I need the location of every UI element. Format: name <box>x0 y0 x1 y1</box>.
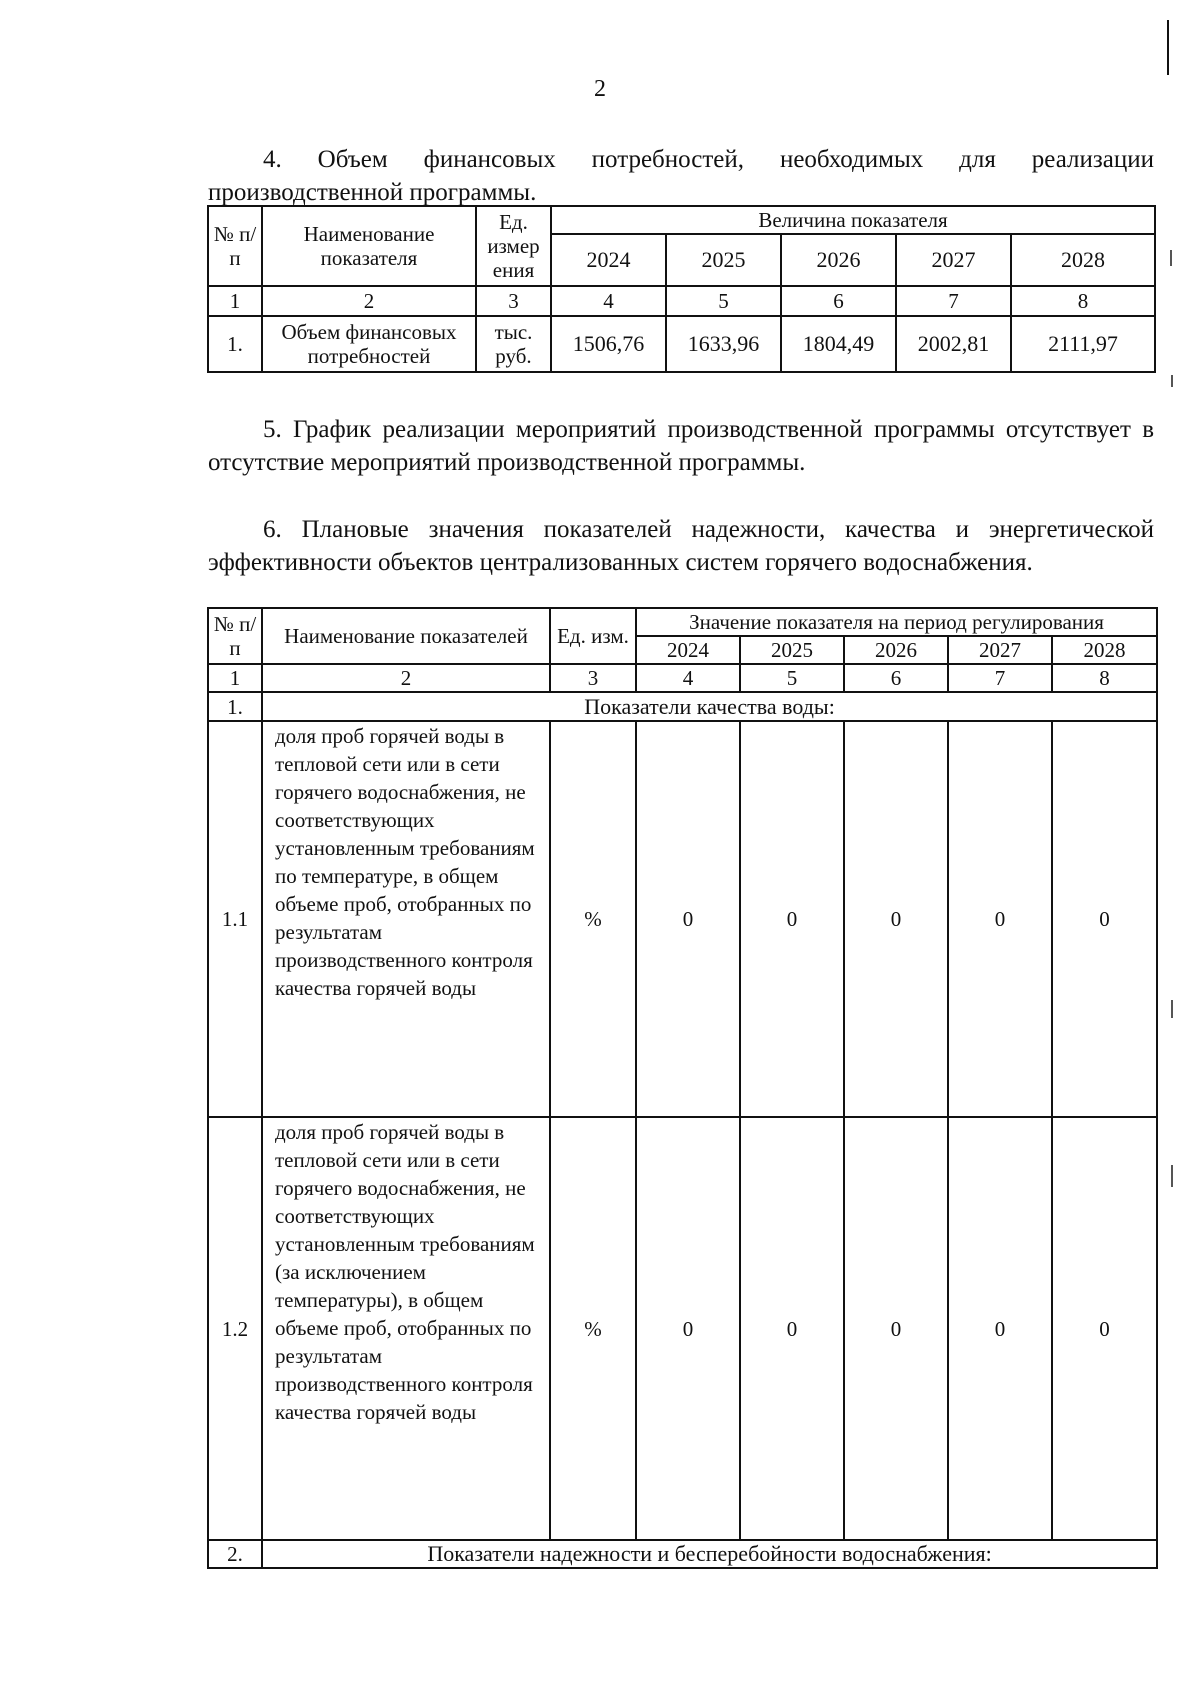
row-name: доля проб горячей воды в тепловой сети или в сети горячего водоснабжения, не соответствующих установленным требованиям по температуре, в общем объеме проб, отобранных по результатам производственного контроля качества горячей воды <box>262 721 550 1117</box>
row-value: 1506,76 <box>551 316 666 372</box>
header-num: № п/п <box>208 608 262 664</box>
header-year: 2025 <box>666 234 781 286</box>
section-row <box>208 692 1157 721</box>
section-4-paragraph: 4. Объем финансовых потребностей, необходимых для реализации производственной программы. <box>208 146 1154 206</box>
row-num: 1. <box>208 316 262 372</box>
row-value: 1804,49 <box>781 316 896 372</box>
header-value-group: Величина показателя <box>551 206 1155 234</box>
header-year: 2024 <box>636 636 740 664</box>
col-number: 1 <box>208 664 262 692</box>
row-value: 0 <box>844 1117 948 1540</box>
header-name: Наименование показателей <box>262 608 550 664</box>
scan-speck <box>1171 1000 1173 1018</box>
header-year: 2028 <box>1052 636 1157 664</box>
col-number: 4 <box>636 664 740 692</box>
page-number: 2 <box>594 76 606 102</box>
row-value: 0 <box>740 1117 844 1540</box>
scan-speck <box>1171 1165 1173 1187</box>
scan-edge-mark <box>1167 20 1169 75</box>
row-value: 1633,96 <box>666 316 781 372</box>
scan-speck <box>1170 250 1172 266</box>
section-row <box>208 1540 1157 1568</box>
row-value: 0 <box>636 721 740 1117</box>
header-value-group: Значение показателя на период регулирования <box>636 608 1157 636</box>
section-5-paragraph: 5. График реализации мероприятий производственной программы отсутствует в отсутствие мероприятий производственной программы. <box>208 416 1154 476</box>
col-number: 2 <box>262 664 550 692</box>
header-year: 2026 <box>844 636 948 664</box>
col-number: 7 <box>948 664 1052 692</box>
table-row <box>208 316 1155 372</box>
row-value: 0 <box>948 1117 1052 1540</box>
row-unit: % <box>550 721 636 1117</box>
col-number: 6 <box>781 286 896 316</box>
col-number: 3 <box>550 664 636 692</box>
header-year: 2027 <box>896 234 1011 286</box>
header-year: 2027 <box>948 636 1052 664</box>
row-name: Объем финансовых потребностей <box>262 316 476 372</box>
section-num: 2. <box>208 1540 262 1568</box>
col-number: 3 <box>476 286 551 316</box>
col-number: 4 <box>551 286 666 316</box>
col-number: 1 <box>208 286 262 316</box>
row-value: 0 <box>1052 721 1157 1117</box>
row-value: 0 <box>740 721 844 1117</box>
col-number: 2 <box>262 286 476 316</box>
header-num: № п/п <box>208 206 262 286</box>
scan-speck <box>1171 375 1173 387</box>
section-title: Показатели надежности и бесперебойности водоснабжения: <box>262 1540 1157 1568</box>
row-value: 0 <box>844 721 948 1117</box>
section-title: Показатели качества воды: <box>262 692 1157 721</box>
section-6-paragraph: 6. Плановые значения показателей надежности, качества и энергетической эффективности объектов централизованных систем горячего водоснабжения. <box>208 516 1154 576</box>
quality-indicators-table <box>207 607 1158 1569</box>
row-unit: % <box>550 1117 636 1540</box>
row-value: 2002,81 <box>896 316 1011 372</box>
header-year: 2025 <box>740 636 844 664</box>
section-num: 1. <box>208 692 262 721</box>
row-name: доля проб горячей воды в тепловой сети или в сети горячего водоснабжения, не соответствующих установленным требованиям (за исключением температуры), в общем объеме проб, отобранных по результатам производственного контроля качества горячей воды <box>262 1117 550 1540</box>
header-year: 2024 <box>551 234 666 286</box>
col-number: 5 <box>666 286 781 316</box>
row-value: 0 <box>636 1117 740 1540</box>
table-row <box>208 1117 1157 1540</box>
row-num: 1.1 <box>208 721 262 1117</box>
col-number: 5 <box>740 664 844 692</box>
table-row <box>208 721 1157 1117</box>
header-year: 2026 <box>781 234 896 286</box>
col-number: 8 <box>1052 664 1157 692</box>
header-unit: Ед. измер ения <box>476 206 551 286</box>
col-number: 7 <box>896 286 1011 316</box>
header-unit: Ед. изм. <box>550 608 636 664</box>
header-year: 2028 <box>1011 234 1155 286</box>
row-num: 1.2 <box>208 1117 262 1540</box>
row-value: 0 <box>1052 1117 1157 1540</box>
col-number: 8 <box>1011 286 1155 316</box>
col-number: 6 <box>844 664 948 692</box>
header-name: Наименование показателя <box>262 206 476 286</box>
financial-needs-table <box>207 205 1156 373</box>
row-value: 0 <box>948 721 1052 1117</box>
row-value: 2111,97 <box>1011 316 1155 372</box>
row-unit: тыс. руб. <box>476 316 551 372</box>
